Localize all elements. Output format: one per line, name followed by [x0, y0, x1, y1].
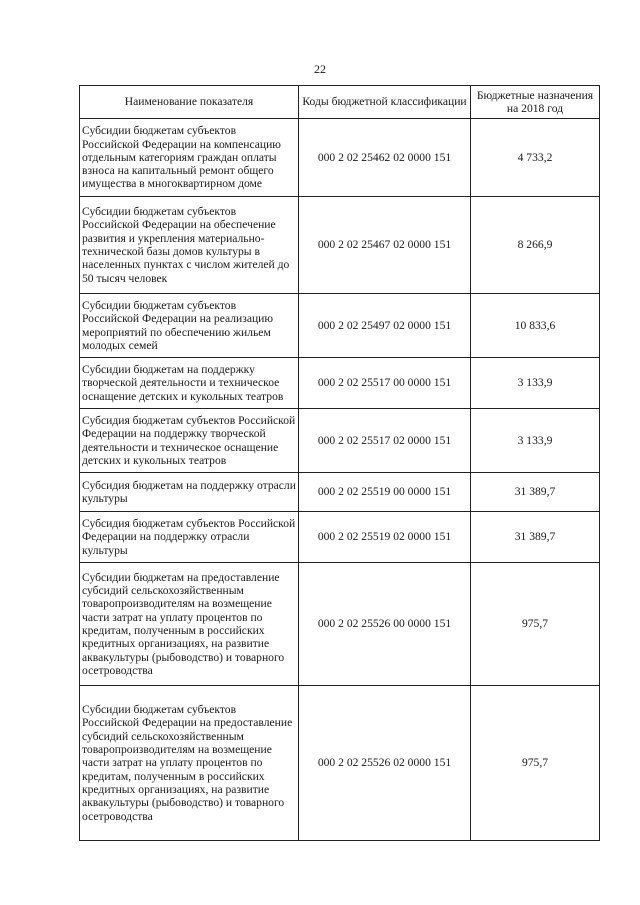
table-row: [80, 473, 600, 512]
row-name: Субсидии бюджетам на предоставление субсидий сельскохозяйственным товаропроизводителям на возмещение части затрат на уплату процентов по кредитам, полученным в российских кредитных организациях, на развитие аквакультуры (рыбоводство) и товарного осетроводства: [80, 563, 299, 686]
budget-table: [79, 85, 600, 841]
row-name: Субсидия бюджетам на поддержку отрасли культуры: [80, 473, 299, 512]
table-row: [80, 512, 600, 563]
header-budget-codes: Коды бюджетной классификации: [299, 86, 471, 119]
row-amount: 31 389,7: [471, 512, 600, 563]
table-row: [80, 686, 600, 841]
row-name: Субсидии бюджетам субъектов Российской Федерации на предоставление субсидий сельскохозяйственным товаропроизводителям на возмещение части затрат на уплату процентов по кредитам, полученным в российских кредитных организациях, на развитие аквакультуры (рыбоводство) и товарного осетроводства: [80, 686, 299, 841]
row-code: 000 2 02 25519 00 0000 151: [299, 473, 471, 512]
row-code: 000 2 02 25517 00 0000 151: [299, 358, 471, 409]
table-row: [80, 563, 600, 686]
row-code: 000 2 02 25526 00 0000 151: [299, 563, 471, 686]
row-code: 000 2 02 25519 02 0000 151: [299, 512, 471, 563]
row-code: 000 2 02 25517 02 0000 151: [299, 409, 471, 473]
header-indicator-name: Наименование показателя: [80, 86, 299, 119]
row-name: Субсидии бюджетам субъектов Российской Федерации на обеспечение развития и укрепления материально-технической базы домов культуры в населенных пунктах с числом жителей до 50 тысяч человек: [80, 197, 299, 294]
table-row: [80, 197, 600, 294]
row-name: Субсидии бюджетам субъектов Российской Федерации на реализацию мероприятий по обеспечению жильем молодых семей: [80, 294, 299, 358]
row-amount: 3 133,9: [471, 409, 600, 473]
row-code: 000 2 02 25526 02 0000 151: [299, 686, 471, 841]
row-amount: 975,7: [471, 563, 600, 686]
row-amount: 3 133,9: [471, 358, 600, 409]
row-name: Субсидии бюджетам на поддержку творческой деятельности и техническое оснащение детских и кукольных театров: [80, 358, 299, 409]
header-budget-amount: Бюджетные назначения на 2018 год: [471, 86, 600, 119]
row-amount: 31 389,7: [471, 473, 600, 512]
row-amount: 8 266,9: [471, 197, 600, 294]
row-amount: 975,7: [471, 686, 600, 841]
row-amount: 10 833,6: [471, 294, 600, 358]
row-name: Субсидия бюджетам субъектов Российской Федерации на поддержку отрасли культуры: [80, 512, 299, 563]
table-header-row: [80, 86, 600, 119]
table-row: [80, 294, 600, 358]
table-row: [80, 358, 600, 409]
page-number: 22: [314, 62, 326, 76]
row-code: 000 2 02 25497 02 0000 151: [299, 294, 471, 358]
row-name: Субсидии бюджетам субъектов Российской Федерации на компенсацию отдельным категориям граждан оплаты взноса на капитальный ремонт общего имущества в многоквартирном доме: [80, 119, 299, 197]
row-code: 000 2 02 25467 02 0000 151: [299, 197, 471, 294]
table-row: [80, 409, 600, 473]
row-name: Субсидия бюджетам субъектов Российской Федерации на поддержку творческой деятельности и техническое оснащение детских и кукольных театров: [80, 409, 299, 473]
table-row: [80, 119, 600, 197]
row-amount: 4 733,2: [471, 119, 600, 197]
row-code: 000 2 02 25462 02 0000 151: [299, 119, 471, 197]
